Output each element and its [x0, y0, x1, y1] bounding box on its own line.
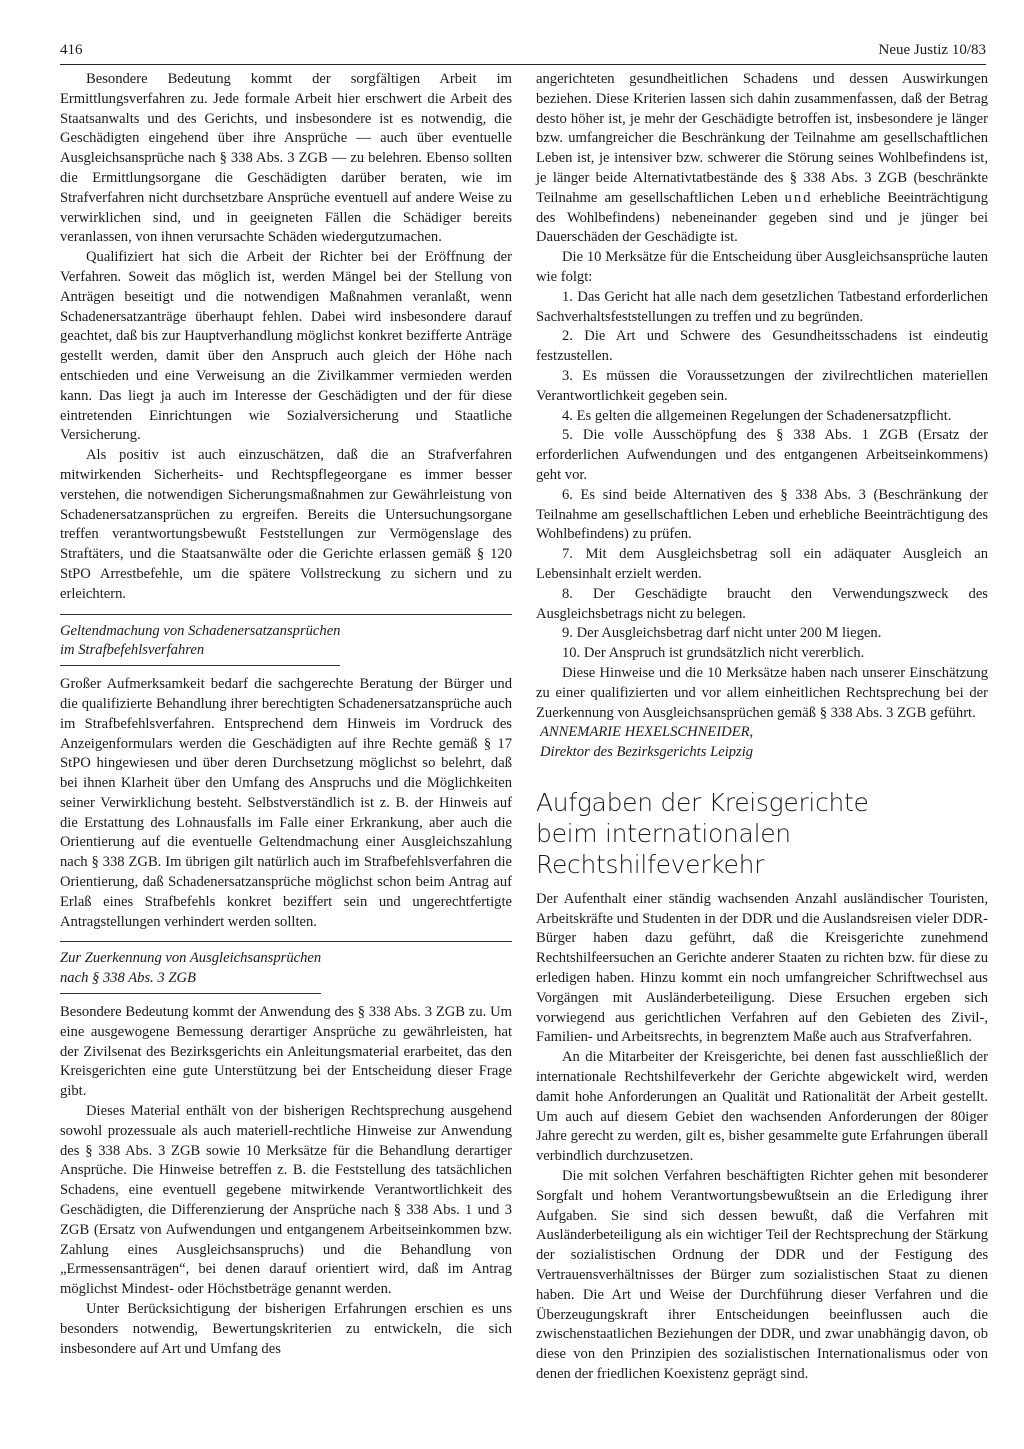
section-heading [60, 614, 512, 667]
section-heading-line: Zur Zuerkennung von Ausgleichsansprüchen [60, 950, 322, 967]
list-item: 6. Es sind beide Alternativen des § 338 Abs. 3 (Beschränkung der Teilnahme am gesellschaftlichen Leben und erhebliche Beeinträchtigung des Wohlbefindens) zu prüfen. [536, 486, 988, 543]
section-heading [60, 941, 512, 994]
header-rule [60, 64, 986, 65]
list-item: 9. Der Ausgleichsbetrag darf nicht unter 200 M liegen. [562, 625, 882, 642]
author-signature: ANNEMARIE HEXELSCHNEIDER, [540, 724, 754, 741]
article-title-line: Aufgaben der Kreisgerichte [536, 787, 869, 817]
list-item: 1. Das Gericht hat alle nach dem gesetzlichen Tatbestand erforderlichen Sachverhaltsfeststellungen zu treffen und zu begründen. [536, 288, 988, 325]
paragraph: Großer Aufmerksamkeit bedarf die sachgerechte Beratung der Bürger und die qualifizierte Behandlung ihrer berechtigten Schadenersatzansprüche auch im Strafbefehlsverfahren. Entsprechend dem Hinweis im Vordruck des Anzeigenformulars werden die Geschädigten auf ihre Rechte gemäß § 17 StPO hingewiesen und über deren Durchsetzung möglichst so belehrt, daß bei ihnen Klarheit über den Umfang des Anspruchs und die Möglichkeiten seiner Verwirklichung besteht. Selbstverständlich ist z. B. der Hinweis auf die Erstattung des Lohnausfalls im Falle einer Erkrankung, aber auch die Orientierung auf die eventuelle Geltendmachung einer Ausgleichszahlung nach § 338 ZGB. Im übrigen gilt natürlich auch im Strafbefehlsverfahren die Orientierung, daß Schadenersatzansprüche möglichst schon beim Antrag auf Erlaß eines Strafbefehls konkret beziffert sein und ungerechtfertigte Antragstellungen verhindert werden sollten. [60, 676, 512, 930]
paragraph: Besondere Bedeutung kommt der Anwendung des § 338 Abs. 3 ZGB zu. Um eine ausgewogene Bemessung derartiger Ansprüche zu gewährleisten, hat der Zivilsenat des Bezirksgerichts ein Anleitungsmaterial erarbeitet, das den Kreisgerichten eine gute Unterstützung bei der Entscheidung dieser Frage gibt. [60, 1004, 512, 1100]
emphasis-und: und [784, 189, 813, 206]
left-column [60, 70, 512, 1359]
author-role: Direktor des Bezirksgerichts Leipzig [540, 744, 754, 761]
article-title-line: beim internationalen Rechtshilfeverkehr [536, 818, 791, 879]
list-item: 5. Die volle Ausschöpfung des § 338 Abs. 1 ZGB (Ersatz der erforderlichen Aufwendungen und des entgangenen Arbeitseinkommens) geht vor. [536, 427, 988, 483]
right-column [536, 70, 988, 1385]
list-item: 10. Der Anspruch ist grundsätzlich nicht vererblich. [562, 645, 865, 662]
list-item: 7. Mit dem Ausgleichsbetrag soll ein adäquater Ausgleich an Lebensinhalt erzielt werden. [536, 546, 988, 582]
paragraph: Unter Berücksichtigung der bisherigen Erfahrungen erschien es uns besonders notwendig, Bewertungskriterien zu entwickeln, die sich insbesondere auf Art und Umfang des [60, 1301, 512, 1357]
paragraph: Die 10 Merksätze für die Entscheidung über Ausgleichsansprüche lauten wie folgt: [536, 249, 988, 285]
paragraph: Als positiv ist auch einzuschätzen, daß die an Strafverfahren mitwirkenden Sicherheits- und Rechtspflegeorgane es immer besser verstehen, die notwendigen Sicherungsmaßnahmen zur Gewährleistung von Schadenersatzansprüchen zu ergreifen. Bereits die Untersuchungsorgane treffen verantwortungsbewußt Feststellungen zur Vermögenslage des Straftäters, und die Staatsanwälte oder die Gerichte erlassen gemäß § 120 StPO Arrestbefehle, um die spätere Vollstreckung zu sichern und zu erleichtern. [60, 447, 512, 602]
section-heading-line: im Strafbefehlsverfahren [60, 642, 205, 659]
list-item: 4. Es gelten die allgemeinen Regelungen der Schadenersatzpflicht. [562, 407, 952, 424]
journal-title: Neue Justiz 10/83 [878, 42, 986, 58]
paragraph: Die mit solchen Verfahren beschäftigten Richter gehen mit besonderer Sorgfalt und hohem Verantwortungsbewußtsein an die Erledigung ihrer Aufgaben. Sie sind sich dessen bewußt, daß die Verfahren mit Ausländerbeteiligung als ein wichtiger Teil der Rechtsprechung der Stärkung der sozialistischen Ordnung der DDR und der Festigung des Vertrauensverhältnisses der Bürger zum sozialistischen Staat zu dienen haben. Die Art und Weise der Durchführung dieser Verfahren und die Überzeugungskraft ihrer Entscheidungen beeinflussen auch die zwischenstaatlichen Beziehungen der DDR, und zwar unabhängig davon, ob diese von den Prinzipien des sozialistischen Internationalismus oder von denen der friedlichen Koexistenz geprägt sind. [536, 1168, 988, 1383]
paragraph: Qualifiziert hat sich die Arbeit der Richter bei der Eröffnung der Verfahren. Soweit das möglich ist, werden Mängel bei der Stellung von Anträgen beseitigt und die notwendigen Maßnahmen veranlaßt, wenn Schadenersatzanträge überhaupt fehlen. Dabei wird insbesondere darauf geachtet, daß bis zur Hauptverhandlung möglichst konkret bezifferte Anträge gestellt werden, damit über den Anspruch auch gleich der Höhe nach entschieden und eine Verweisung an die Zivilkammer vermieden werden kann. Das liegt ja auch im Interesse der Geschädigten und der für diese eintretenden Einrichtungen wie Sozialversicherung und Staatliche Versicherung. [60, 249, 512, 444]
page-header [60, 42, 986, 64]
paragraph: An die Mitarbeiter der Kreisgerichte, bei denen fast ausschließlich der internationale Rechtshilfeverkehr der Gerichte abgewickelt wird, werden damit hohe Anforderungen an Qualität und Rationalität der Arbeit gestellt. Um auch auf diesem Gebiet den wachsenden Anforderungen der 80iger Jahre gerecht zu werden, gilt es, bisher gesammelte gute Erfahrungen überall verbindlich durchzusetzen. [536, 1049, 988, 1165]
list-item: 3. Es müssen die Voraussetzungen der zivilrechtlichen materiellen Verantwortlichkeit gegeben sein. [536, 367, 988, 404]
section-heading-line: nach § 338 Abs. 3 ZGB [60, 970, 196, 987]
paragraph-text: angerichteten gesundheitlichen Schadens und dessen Auswirkungen beziehen. Diese Kriterien lassen sich dahin zusammenfassen, daß der Betrag desto höher ist, je mehr der Geschädigte betroffen ist, insbesondere je länger bzw. umfangreicher die Beschränkung der Teilnahme am gesellschaftlichen Leben ist, je intensiver bzw. schwerer die Störung seines Wohlbefindens ist, je länger beide Alternativtatbestände des § 338 Abs. 3 ZGB (beschränkte Teilnahme am gesellschaftlichen Leben [536, 71, 988, 206]
section-heading-line: Geltendmachung von Schadenersatzansprüchen [60, 622, 341, 639]
article-title [536, 787, 988, 880]
paragraph [536, 70, 988, 248]
paragraph-text: erhebliche Beeinträchtigung des Wohlbefindens) nebeneinander gegeben sind und je jünger bei Dauerschäden der Geschädigte ist. [536, 189, 988, 246]
list-item: 2. Die Art und Schwere des Gesundheitsschadens ist eindeutig festzustellen. [536, 328, 988, 365]
page-number: 416 [60, 42, 83, 58]
list-item: 8. Der Geschädigte braucht den Verwendungszweck des Ausgleichsbetrags nicht zu belegen. [536, 585, 988, 622]
paragraph: Diese Hinweise und die 10 Merksätze haben nach unserer Einschätzung zu einer qualifizierten und vor allem einheitlichen Rechtsprechung bei der Zuerkennung von Ausgleichsansprüchen gemäß § 338 Abs. 3 ZGB geführt. [536, 664, 988, 721]
paragraph: Besondere Bedeutung kommt der sorgfältigen Arbeit im Ermittlungsverfahren zu. Jede formale Arbeit hier erschwert die Arbeit des Staatsanwalts und des Gerichts, und insbesondere ist es notwendig, die Geschädigten eingehend über ihre Ansprüche — auch über eventuelle Ausgleichsansprüche nach § 338 Abs. 3 ZGB — zu belehren. Ebenso sollten die Ermittlungsorgane die Geschädigten darüber beraten, wie im Strafverfahren nicht durchsetzbare Ansprüche eventuell auf andere Weise zu verwirklichen sind, und in geeigneten Fällen die Schädiger bereits veranlassen, von ihnen verursachte Schäden wiedergutzumachen. [60, 71, 512, 246]
paragraph: Der Aufenthalt einer ständig wachsenden Anzahl ausländischer Touristen, Arbeitskräfte und Studenten in der DDR und die Auslandsreisen vieler DDR-Bürger haben dazu geführt, daß die Kreisgerichte zunehmend Rechtshilfeersuchen an Gerichte anderer Staaten zu richten bzw. für diese zu erledigen haben. Hinzu kommt ein noch umfangreicher Schriftwechsel aus Vorgängen mit Ausländerbeteiligung. Diese Ersuchen ergeben sich vorwiegend aus gerichtlichen Verfahren auf den Gebieten des Zivil-, Familien- und Arbeitsrechts, in begrenztem Maße auch aus Strafverfahren. [536, 890, 988, 1046]
paragraph: Dieses Material enthält von der bisherigen Rechtsprechung ausgehend sowohl prozessuale als auch materiell-rechtliche Hinweise zur Anwendung des § 338 Abs. 3 ZGB sowie 10 Merksätze für die Behandlung derartiger Ansprüche. Die Hinweise betreffen z. B. die Feststellung des tatsächlichen Schadens, eine eventuell gegebene mitwirkende Verantwortlichkeit des Geschädigten, die Differenzierung der Ansprüche nach § 338 Abs. 1 und 3 ZGB (Ersatz von Aufwendungen und entgangenem Arbeitseinkommen bzw. Zahlung eines Ausgleichsanspruchs) und die Behandlung von „Ermessensanträgen“, bei denen darauf orientiert wird, daß im Antrag möglichst Mindest- oder Höchstbeträge genannt werden. [60, 1103, 512, 1298]
